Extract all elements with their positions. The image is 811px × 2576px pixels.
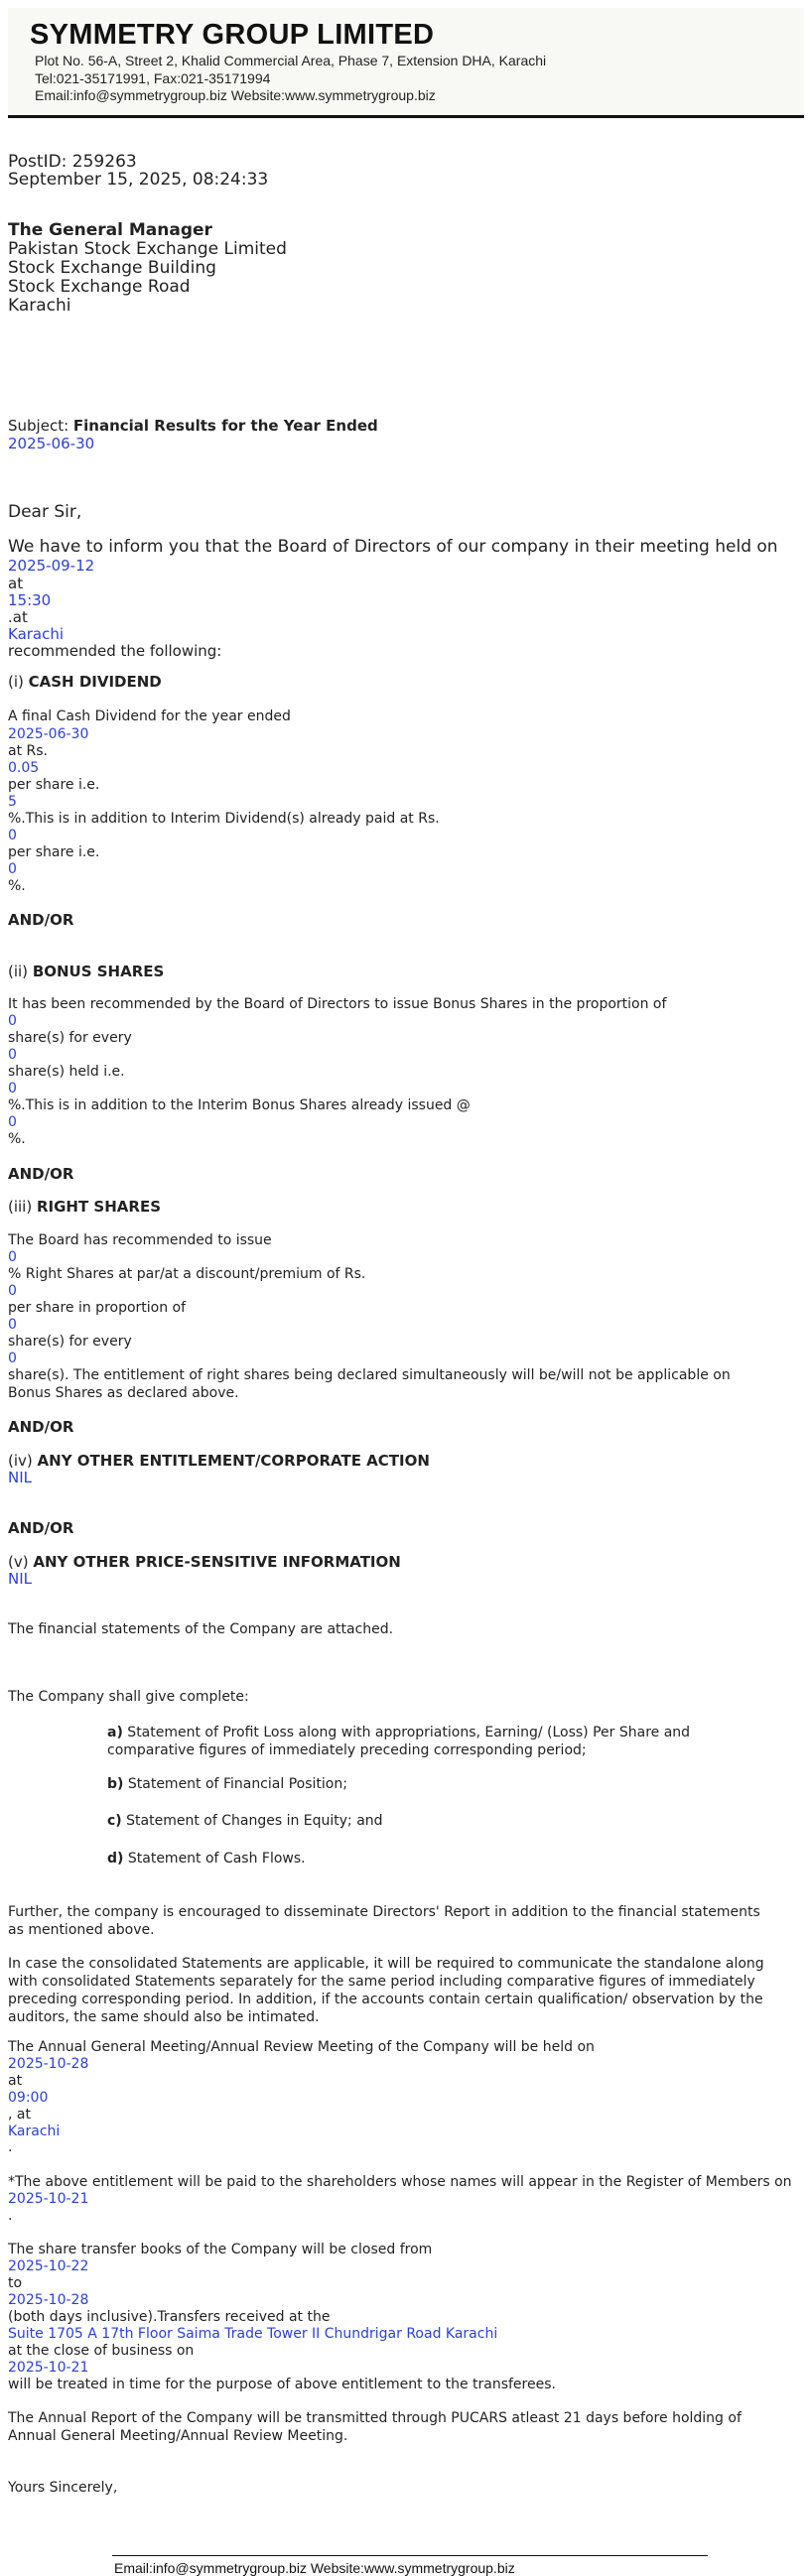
transfer-text: to: [8, 2275, 23, 2291]
entitlement-text: .: [8, 2208, 13, 2224]
recipient-line: Pakistan Stock Exchange Limited: [8, 239, 287, 259]
statement-item: d) Statement of Cash Flows.: [107, 1851, 306, 1867]
cash-dividend-heading: (i) CASH DIVIDEND: [8, 673, 162, 691]
recommended-text: recommended the following:: [8, 642, 222, 660]
bonus-text: It has been recommended by the Board of Directors to issue Bonus Shares in the proportion of: [8, 996, 667, 1012]
bonus-value: 0: [8, 1047, 17, 1063]
agm-time: 09:00: [8, 2090, 49, 2106]
recipient-line: Stock Exchange Building: [8, 258, 216, 278]
right-value: 0: [8, 1283, 17, 1299]
cash-text: A final Cash Dividend for the year ended: [8, 708, 291, 724]
agm-text: at: [8, 2073, 23, 2089]
entitlement-text: *The above entitlement will be paid to the shareholders whose names will appear in the Register of Members on: [8, 2174, 792, 2190]
cash-year-end: 2025-06-30: [8, 726, 89, 742]
cash-percent: 5: [8, 794, 17, 810]
closing-text: Yours Sincerely,: [8, 2480, 118, 2496]
transfer-address: Suite 1705 A 17th Floor Saima Trade Tower II Chundrigar Road Karachi: [8, 2326, 498, 2342]
transfer-text: (both days inclusive).Transfers received at the: [8, 2309, 331, 2325]
letterhead: [8, 8, 804, 119]
cash-text: per share i.e.: [8, 777, 100, 793]
price-sensitive-value: NIL: [8, 1570, 33, 1588]
and-or-label: AND/OR: [8, 1519, 74, 1537]
meeting-date: 2025-09-12: [8, 557, 95, 575]
statements-attached: The financial statements of the Company are attached.: [8, 1621, 394, 1637]
cash-text: %.: [8, 878, 26, 894]
directors-report-text: Further, the company is encouraged to disseminate Directors' Report in addition to the financial statements as mentioned above.: [8, 1904, 760, 1938]
statement-item: a) Statement of Profit Loss along with appropriations, Earning/ (Loss) Per Share and comparative figures of immediately preceding corresponding period;: [107, 1725, 691, 1758]
cash-interim-percent: 0: [8, 861, 17, 877]
subject-text: Financial Results for the Year Ended: [72, 417, 378, 435]
cash-text: at Rs.: [8, 743, 48, 759]
footer-contact: Email:info@symmetrygroup.biz Website:www.symmetrygroup.biz: [114, 2560, 515, 2576]
bonus-text: share(s) held i.e.: [8, 1064, 125, 1080]
cash-text: %.This is in addition to Interim Dividend(s) already paid at Rs.: [8, 811, 440, 827]
annual-report-text: The Annual Report of the Company will be transmitted through PUCARS atleast 21 days before holding of Annual General Meeting/Annual Review Meeting.: [8, 2410, 742, 2444]
agm-text: The Annual General Meeting/Annual Review Meeting of the Company will be held on: [8, 2039, 595, 2055]
company-email-web: Email:info@symmetrygroup.biz Website:www.symmetrygroup.biz: [35, 87, 436, 103]
transfer-from-date: 2025-10-22: [8, 2258, 89, 2274]
transfer-text: The share transfer books of the Company will be closed from: [8, 2242, 433, 2257]
post-datetime: September 15, 2025, 08:24:33: [8, 170, 269, 190]
at-text: .at: [8, 608, 28, 626]
cash-rate: 0.05: [8, 760, 40, 776]
bonus-value: 0: [8, 1081, 17, 1096]
statement-item: b) Statement of Financial Position;: [107, 1776, 347, 1792]
bonus-shares-heading: (ii) BONUS SHARES: [8, 963, 165, 980]
right-text: share(s). The entitlement of right shares being declared simultaneously will be/will not be applicable on Bonus Shares as declared above.: [8, 1367, 731, 1401]
intro-text: We have to inform you that the Board of Directors of our company in their meeting held on: [8, 537, 778, 557]
meeting-place: Karachi: [8, 625, 65, 643]
cash-text: per share i.e.: [8, 844, 100, 860]
bonus-value: 0: [8, 1013, 17, 1029]
right-text: per share in proportion of: [8, 1300, 187, 1316]
bonus-text: %.This is in addition to the Interim Bonus Shares already issued @: [8, 1097, 471, 1113]
entitlement-date: 2025-10-21: [8, 2191, 89, 2207]
right-text: share(s) for every: [8, 1334, 132, 1350]
agm-place: Karachi: [8, 2124, 61, 2139]
right-value: 0: [8, 1351, 17, 1366]
recipient-line: Karachi: [8, 296, 71, 316]
transfer-close-date: 2025-10-21: [8, 2360, 89, 2376]
right-shares-heading: (iii) RIGHT SHARES: [8, 1198, 162, 1216]
and-or-label: AND/OR: [8, 1165, 74, 1183]
and-or-label: AND/OR: [8, 911, 74, 929]
recipient-title: The General Manager: [8, 220, 212, 240]
company-name: SYMMETRY GROUP LIMITED: [30, 19, 435, 51]
post-id: PostID: 259263: [8, 152, 137, 172]
agm-date: 2025-10-28: [8, 2056, 89, 2072]
right-text: The Board has recommended to issue: [8, 1232, 272, 1248]
transfer-to-date: 2025-10-28: [8, 2292, 89, 2308]
and-or-label: AND/OR: [8, 1418, 74, 1436]
other-entitlement-value: NIL: [8, 1469, 33, 1486]
transfer-text: at the close of business on: [8, 2343, 195, 2359]
other-entitlement-heading: (iv) ANY OTHER ENTITLEMENT/CORPORATE ACTION: [8, 1452, 430, 1470]
footer-divider: [112, 2555, 708, 2556]
subject-date: 2025-06-30: [8, 435, 95, 452]
agm-text: .: [8, 2139, 13, 2155]
company-tel-fax: Tel:021-35171991, Fax:021-35171994: [35, 70, 271, 86]
bonus-text: share(s) for every: [8, 1030, 132, 1046]
greeting: Dear Sir,: [8, 502, 82, 522]
header-divider: [8, 115, 804, 118]
at-text: at: [8, 575, 24, 592]
right-value: 0: [8, 1317, 17, 1333]
price-sensitive-heading: (v) ANY OTHER PRICE-SENSITIVE INFORMATION: [8, 1553, 401, 1571]
subject-prefix: Subject:: [8, 417, 73, 435]
right-text: % Right Shares at par/at a discount/premium of Rs.: [8, 1266, 366, 1282]
right-value: 0: [8, 1249, 17, 1265]
transfer-text: will be treated in time for the purpose of above entitlement to the transferees.: [8, 2377, 556, 2392]
bonus-text: %.: [8, 1131, 26, 1147]
recipient-line: Stock Exchange Road: [8, 277, 191, 297]
bonus-value: 0: [8, 1114, 17, 1130]
statements-complete: The Company shall give complete:: [8, 1689, 249, 1705]
cash-interim-rate: 0: [8, 828, 17, 843]
agm-text: , at: [8, 2107, 31, 2123]
subject-line: [8, 417, 378, 435]
consolidated-text: In case the consolidated Statements are applicable, it will be required to communicate the standalone along with consolidated Statements separately for the same period including comparative figures of immediately preceding corresponding period. In addition, if the accounts contain certain qualification/ observation by the auditors, the same should also be intimated.: [8, 1956, 764, 2025]
company-address: Plot No. 56-A, Street 2, Khalid Commercial Area, Phase 7, Extension DHA, Karachi: [35, 53, 547, 68]
statement-item: c) Statement of Changes in Equity; and: [107, 1813, 383, 1829]
meeting-time: 15:30: [8, 591, 52, 609]
